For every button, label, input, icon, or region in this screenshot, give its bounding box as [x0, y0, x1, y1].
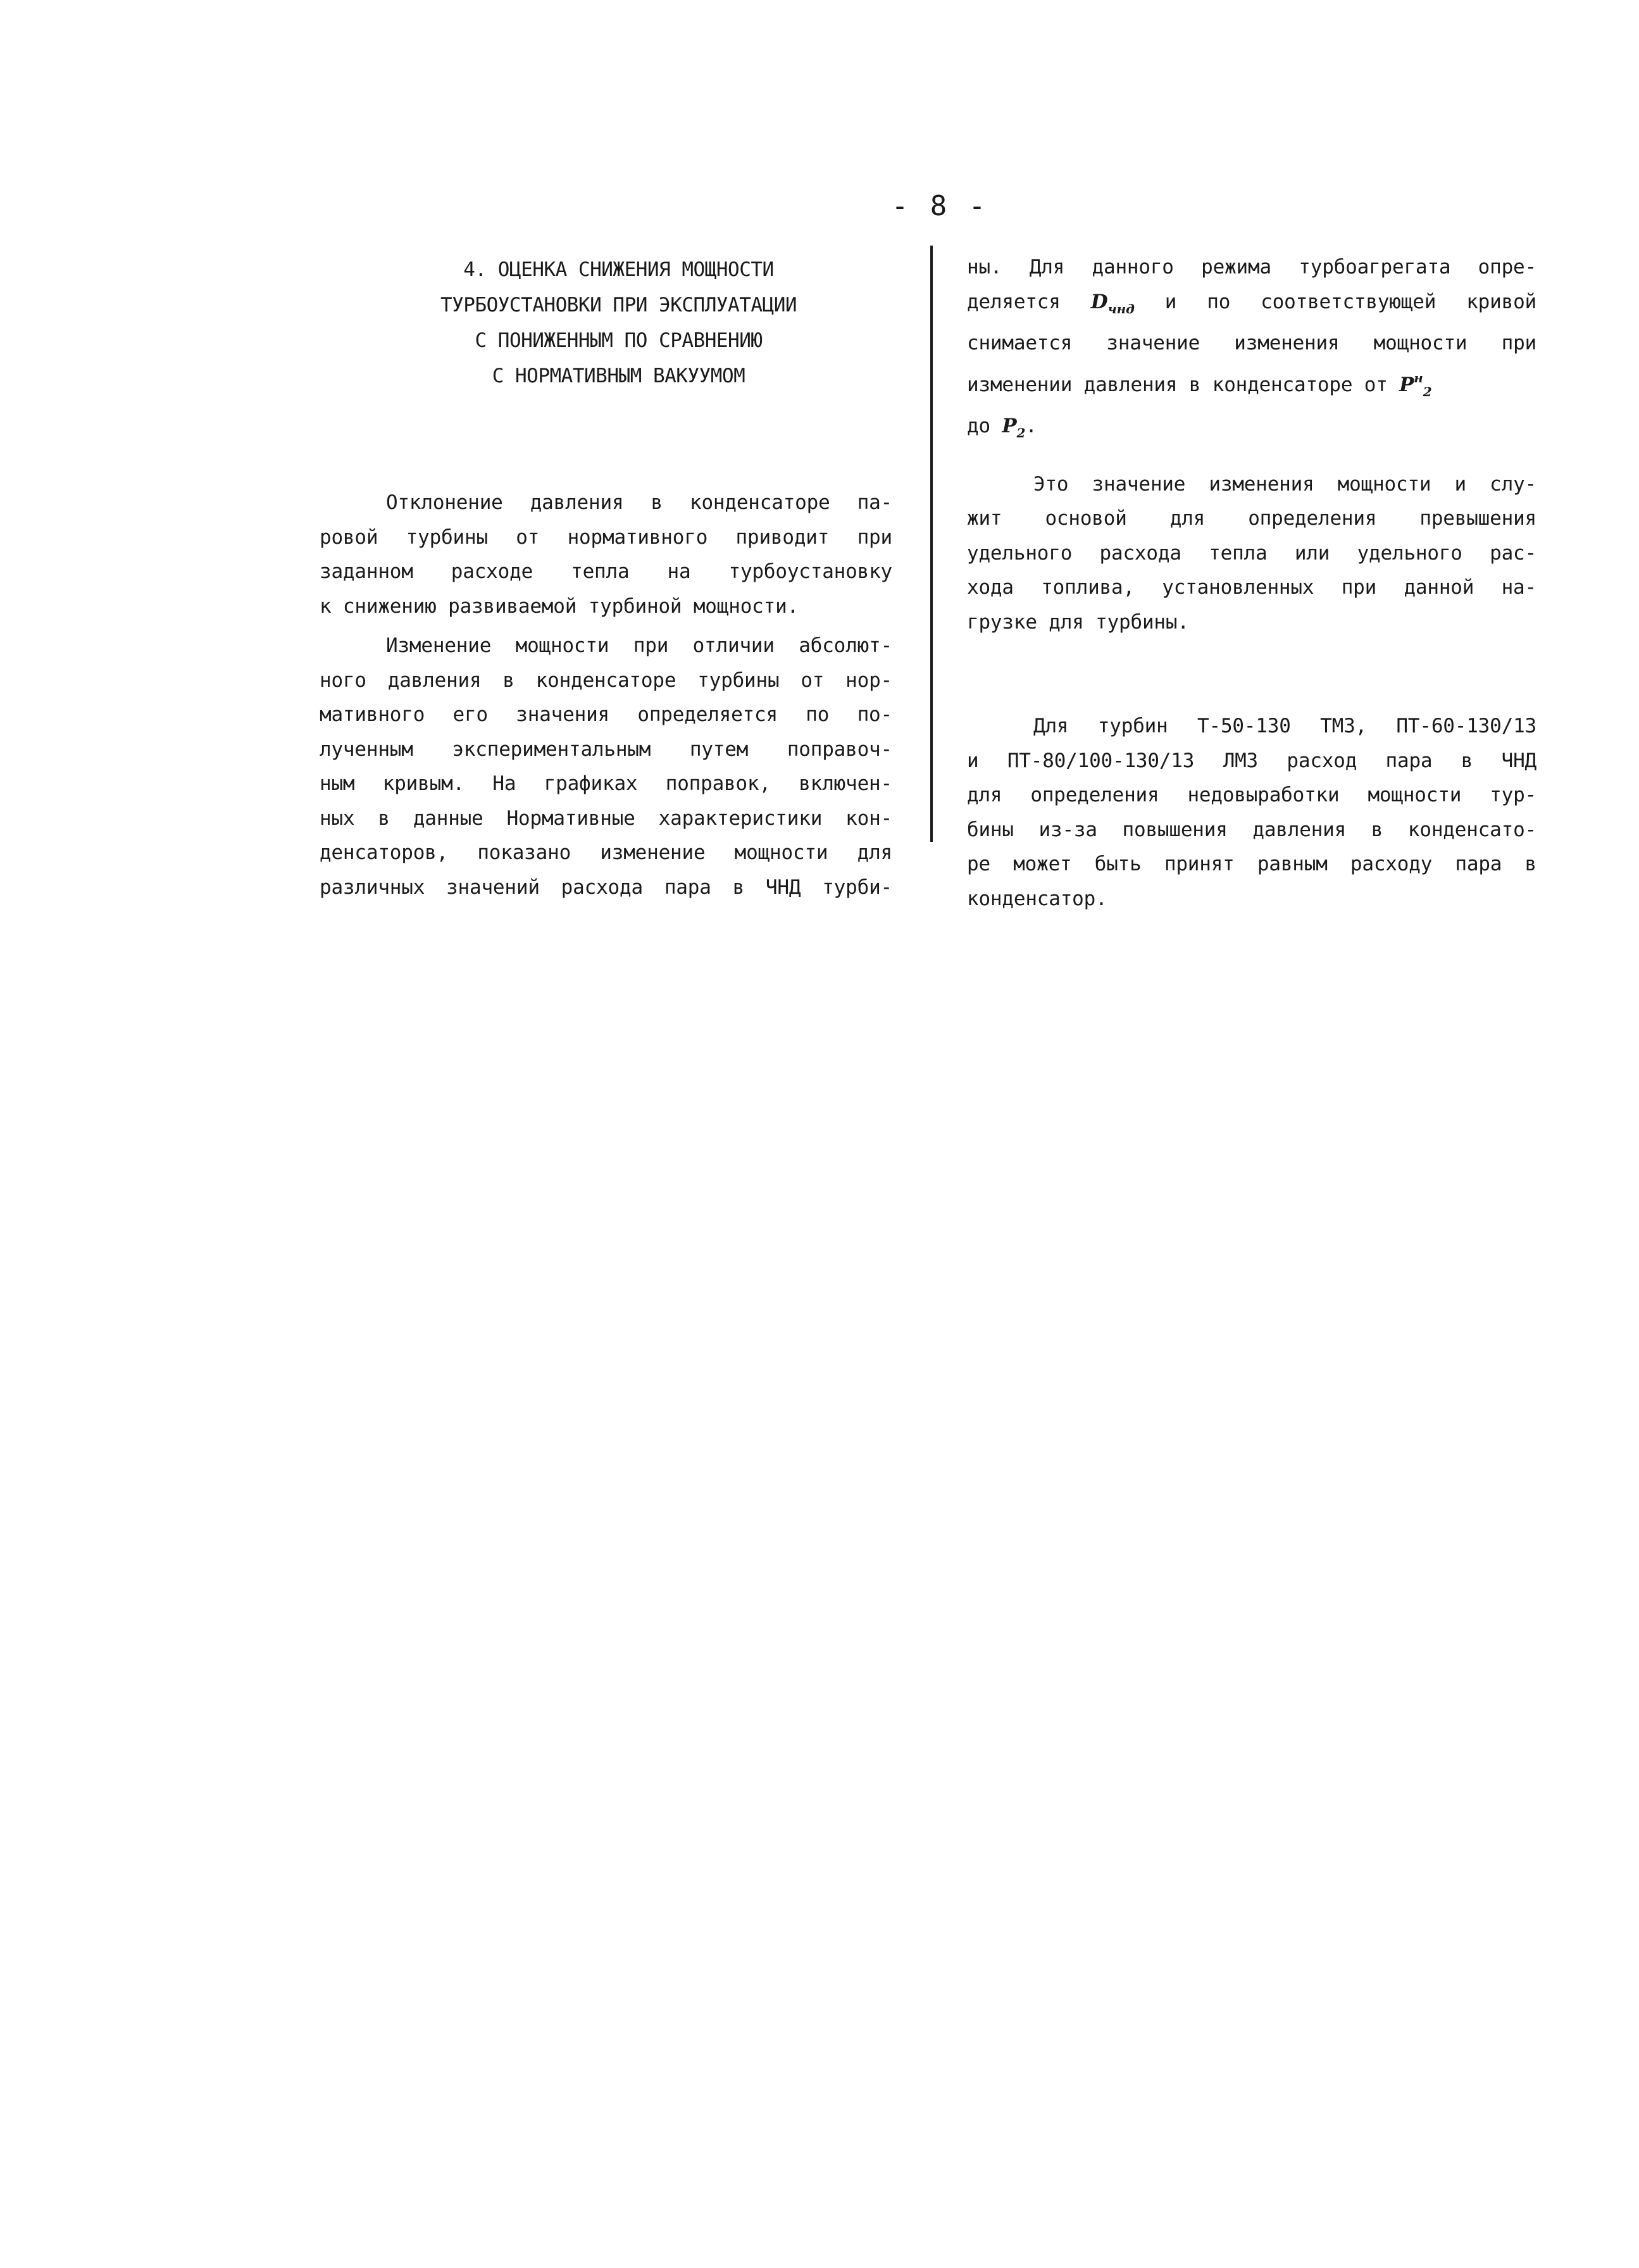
text-line: Это значение изменения мощности и слу-	[1033, 472, 1536, 496]
left-column	[320, 252, 892, 905]
text-line: удельного расхода тепла или удельного рас-	[967, 541, 1536, 565]
heading-line: 4. ОЦЕНКА СНИЖЕНИЯ МОЩНОСТИ	[463, 258, 774, 281]
text-line: Для турбин Т-50-130 ТМЗ, ПТ-60-130/13	[1033, 715, 1536, 737]
symbol-subscript: 2	[1016, 425, 1026, 441]
text-line: к снижению развиваемой турбиной мощности.	[320, 594, 799, 618]
text-line: денсаторов, показано изменение мощности для	[320, 841, 892, 864]
right-column	[967, 250, 1536, 916]
paragraph-deviation	[320, 486, 892, 623]
text-line: ным кривым. На графиках поправок, включен-	[320, 772, 892, 795]
heading-line: С ПОНИЖЕННЫМ ПО СРАВНЕНИЮ	[475, 329, 763, 352]
text-line: для определения недовыработки мощности тур-	[967, 784, 1536, 806]
symbol-p2	[1002, 415, 1026, 441]
text-line: заданном расходе тепла на турбоустановку	[320, 560, 892, 583]
text-line: ровой турбины от нормативного приводит при	[320, 525, 892, 549]
text-line: и ПТ-80/100-130/13 ЛМЗ расход пара в ЧНД	[967, 749, 1536, 772]
text-fragment: до	[967, 415, 990, 437]
text-line: ны. Для данного режима турбоагрегата опре-	[967, 256, 1536, 279]
text-fragment: .	[1025, 415, 1037, 437]
text-line: мативного его значения определяется по по-	[320, 703, 892, 726]
text-line: жит основой для определения превышения	[967, 507, 1536, 530]
text-line	[967, 409, 1536, 451]
paragraph-turbines	[967, 709, 1536, 916]
text-line: различных значений расхода пара в ЧНД турби-	[320, 875, 892, 899]
text-line	[967, 361, 1536, 410]
symbol-superscript: н	[1414, 370, 1423, 385]
symbol-subscript: чнд	[1107, 301, 1135, 316]
text-line: снимается значение изменения мощности при	[967, 332, 1536, 354]
symbol-d-chnd	[1090, 290, 1135, 316]
heading-line: ТУРБОУСТАНОВКИ ПРИ ЭКСПЛУАТАЦИИ	[440, 294, 797, 316]
symbol-letter: P	[1399, 373, 1414, 396]
text-fragment: и по соответствующей кривой	[1164, 290, 1536, 313]
symbol-p2-normative	[1399, 370, 1432, 399]
text-line: ре может быть принят равным расходу пара в	[967, 853, 1536, 875]
text-fragment: деляется	[967, 290, 1061, 313]
text-line: Отклонение давления в конденсаторе па-	[386, 491, 892, 514]
paragraph-power-change	[320, 629, 892, 905]
text-line: ных в данные Нормативные характеристики кон-	[320, 806, 892, 830]
paragraph-basis	[967, 467, 1536, 640]
section-heading	[320, 252, 892, 394]
text-line: Изменение мощности при отличии абсолют-	[386, 634, 892, 657]
text-fragment: изменении давления в конденсаторе от	[967, 373, 1388, 396]
heading-line: С НОРМАТИВНЫМ ВАКУУМОМ	[492, 365, 745, 387]
symbol-letter: P	[1002, 415, 1017, 437]
column-divider	[930, 246, 933, 842]
text-line: ного давления в конденсаторе турбины от нор-	[320, 668, 892, 692]
text-line	[967, 285, 1536, 327]
symbol-subscript: 2	[1423, 384, 1432, 399]
page-number: - 8 -	[891, 190, 988, 222]
paragraph-mode	[967, 250, 1536, 451]
text-line: грузке для турбины.	[967, 610, 1189, 634]
text-line: бины из-за повышения давления в конденсато-	[967, 818, 1536, 841]
text-line: лученным экспериментальным путем поправоч-	[320, 737, 892, 761]
symbol-letter: D	[1090, 290, 1108, 313]
text-line: хода топлива, установленных при данной на-	[967, 576, 1536, 599]
text-line: конденсатор.	[967, 887, 1107, 910]
